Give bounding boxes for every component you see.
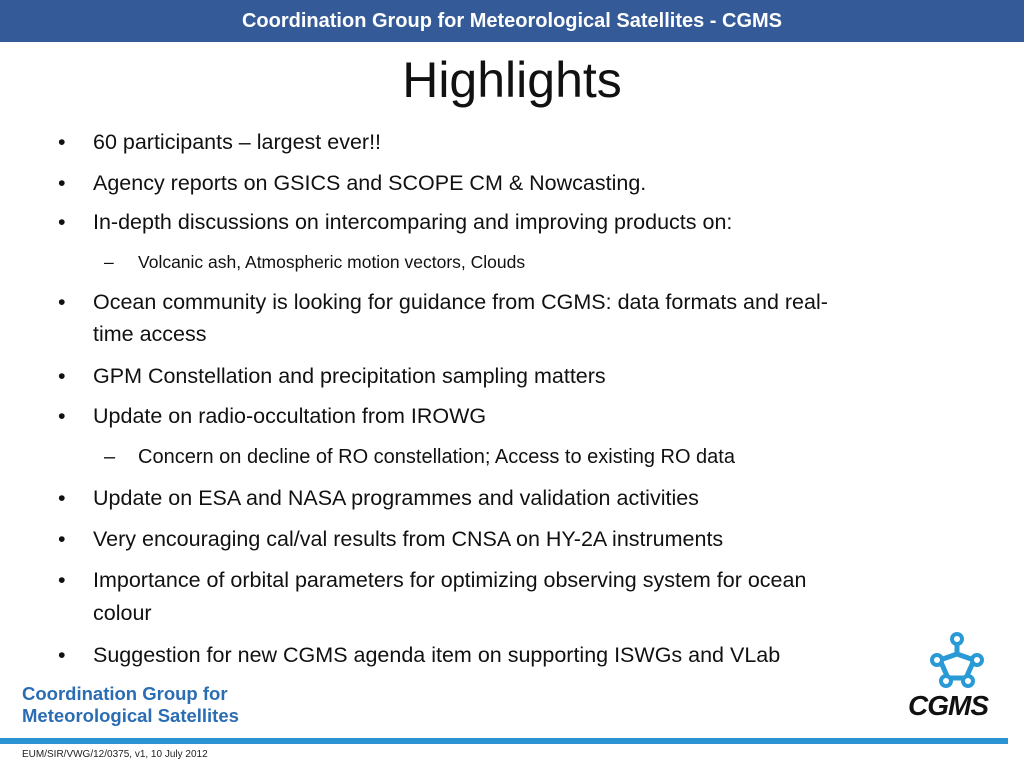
sub-bullet-text: Volcanic ash, Atmospheric motion vectors, Clouds <box>138 252 526 272</box>
bullet-marker: • <box>58 568 66 592</box>
org-name <box>22 683 239 727</box>
cgms-logo-text: CGMS <box>908 690 988 721</box>
bullet-marker: • <box>58 527 66 551</box>
sub-bullet-marker: – <box>104 252 114 272</box>
bullet-marker: • <box>58 130 66 154</box>
bullet-text: Very encouraging cal/val results from CNSA on HY-2A instruments <box>93 527 724 551</box>
bullet-marker: • <box>58 643 66 667</box>
bullet-text: Suggestion for new CGMS agenda item on supporting ISWGs and VLab <box>93 643 781 667</box>
bullet-marker: • <box>58 290 66 314</box>
bullet-text: GPM Constellation and precipitation sampling matters <box>93 364 606 388</box>
sub-bullet-text: Concern on decline of RO constellation; Access to existing RO data <box>138 446 735 468</box>
bullet-marker: • <box>58 171 66 195</box>
bullet-text: Agency reports on GSICS and SCOPE CM & Nowcasting. <box>93 171 647 195</box>
bullet-text-line2: time access <box>93 322 207 346</box>
document-reference: EUM/SIR/VWG/12/0375, v1, 10 July 2012 <box>22 749 208 760</box>
header-title: Coordination Group for Meteorological Satellites - CGMS <box>241 10 783 32</box>
bullet-marker: • <box>58 404 66 428</box>
cgms-logo-icon <box>928 632 986 688</box>
bullet-marker: • <box>58 486 66 510</box>
bullet-text: In-depth discussions on intercomparing and improving products on: <box>93 210 733 234</box>
bullet-marker: • <box>58 364 66 388</box>
footer-divider <box>0 738 1008 744</box>
bullet-text: Update on radio-occultation from IROWG <box>93 404 487 428</box>
org-name-line2: Meteorological Satellites <box>22 705 239 726</box>
sub-bullet-marker: – <box>104 446 116 468</box>
bullet-text: Update on ESA and NASA programmes and validation activities <box>93 486 699 510</box>
bullet-marker: • <box>58 210 66 234</box>
bullet-text: 60 participants – largest ever!! <box>93 130 382 154</box>
org-name-line1: Coordination Group for <box>22 683 228 704</box>
bullet-text-line1: Importance of orbital parameters for optimizing observing system for ocean <box>93 568 807 592</box>
slide-title: Highlights <box>402 52 622 108</box>
bullet-text-line1: Ocean community is looking for guidance from CGMS: data formats and real- <box>93 290 828 314</box>
bullet-text-line2: colour <box>93 601 152 625</box>
